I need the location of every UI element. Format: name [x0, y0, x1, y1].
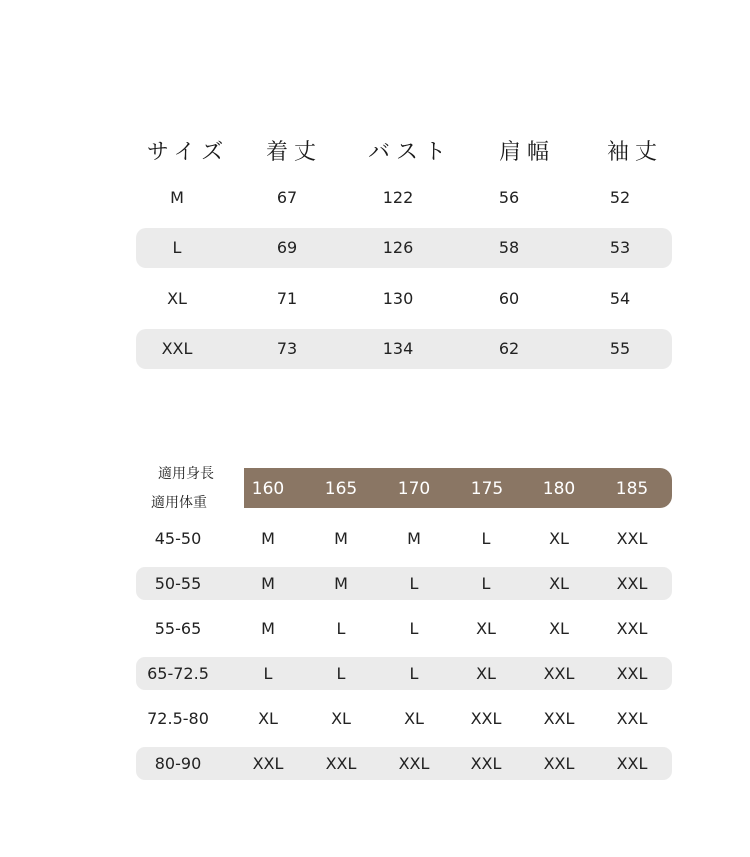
size-cell: XL	[549, 619, 569, 638]
bust-cell: 126	[382, 238, 414, 257]
size-cell: M	[261, 529, 275, 548]
weight-cell: 50-55	[154, 574, 202, 593]
table-row	[136, 702, 672, 735]
weight-cell: 65-72.5	[147, 664, 209, 683]
size-cell: XXL	[470, 709, 502, 728]
table-row	[136, 279, 672, 319]
size-cell: L	[481, 529, 491, 548]
height-cell: 160	[251, 479, 285, 499]
size-cell: XL	[476, 664, 496, 683]
size-cell: M	[407, 529, 421, 548]
size-cell: XL	[549, 529, 569, 548]
size-cell: XXL	[616, 709, 648, 728]
size-cell: XXL	[325, 754, 357, 773]
header-length: 着丈	[265, 140, 323, 165]
size-table-header	[0, 135, 750, 169]
size-cell: XXL	[470, 754, 502, 773]
shoulder-cell: 62	[498, 339, 520, 358]
shoulder-cell: 58	[498, 238, 520, 257]
size-cell: XXL	[398, 754, 430, 773]
weight-cell: 80-90	[154, 754, 202, 773]
bust-cell: 122	[382, 188, 414, 207]
size-cell: XL	[331, 709, 351, 728]
size-cell: XL	[167, 289, 187, 308]
size-cell: L	[172, 238, 182, 257]
size-cell: L	[336, 619, 346, 638]
table-row	[136, 612, 672, 645]
table-row	[136, 522, 672, 555]
size-cell: XXL	[252, 754, 284, 773]
size-cell: M	[261, 619, 275, 638]
height-header-bar	[244, 468, 672, 508]
bust-cell: 134	[382, 339, 414, 358]
size-cell: XL	[258, 709, 278, 728]
sleeve-cell: 52	[609, 188, 631, 207]
size-cell: L	[409, 664, 419, 683]
sleeve-cell: 55	[609, 339, 631, 358]
header-sleeve: 袖丈	[606, 140, 664, 165]
shoulder-cell: 56	[498, 188, 520, 207]
length-cell: 69	[276, 238, 298, 257]
size-cell: XXL	[616, 529, 648, 548]
length-cell: 71	[276, 289, 298, 308]
table-row	[136, 657, 672, 690]
height-cell: 175	[470, 479, 504, 499]
size-cell: XXL	[616, 664, 648, 683]
weight-label: 適用体重	[151, 495, 207, 511]
size-cell: L	[336, 664, 346, 683]
size-cell: XXL	[543, 709, 575, 728]
weight-cell: 72.5-80	[147, 709, 209, 728]
header-bust: バスト	[367, 140, 453, 165]
table-row	[136, 567, 672, 600]
size-cell: L	[409, 574, 419, 593]
shoulder-cell: 60	[498, 289, 520, 308]
header-size: サイズ	[146, 140, 230, 165]
size-cell: XXL	[161, 339, 193, 358]
size-cell: M	[334, 574, 348, 593]
size-cell: XXL	[616, 619, 648, 638]
table-row	[136, 329, 672, 369]
height-cell: 165	[324, 479, 358, 499]
sleeve-cell: 54	[609, 289, 631, 308]
table-row	[136, 178, 672, 218]
size-cell: XXL	[543, 754, 575, 773]
height-cell: 170	[397, 479, 431, 499]
size-cell: M	[261, 574, 275, 593]
height-cell: 180	[542, 479, 576, 499]
length-cell: 67	[276, 188, 298, 207]
size-cell: L	[481, 574, 491, 593]
size-cell: XL	[404, 709, 424, 728]
size-cell: XXL	[616, 574, 648, 593]
size-cell: M	[170, 188, 184, 207]
size-cell: L	[263, 664, 273, 683]
sleeve-cell: 53	[609, 238, 631, 257]
size-cell: M	[334, 529, 348, 548]
length-cell: 73	[276, 339, 298, 358]
size-cell: XL	[476, 619, 496, 638]
table-row	[136, 747, 672, 780]
size-cell: XXL	[616, 754, 648, 773]
weight-cell: 55-65	[154, 619, 202, 638]
table-row	[136, 228, 672, 268]
weight-cell: 45-50	[154, 529, 202, 548]
size-cell: XL	[549, 574, 569, 593]
bust-cell: 130	[382, 289, 414, 308]
header-shoulder: 肩幅	[498, 140, 556, 165]
height-label: 適用身長	[158, 466, 214, 482]
size-cell: L	[409, 619, 419, 638]
height-cell: 185	[615, 479, 649, 499]
size-cell: XXL	[543, 664, 575, 683]
